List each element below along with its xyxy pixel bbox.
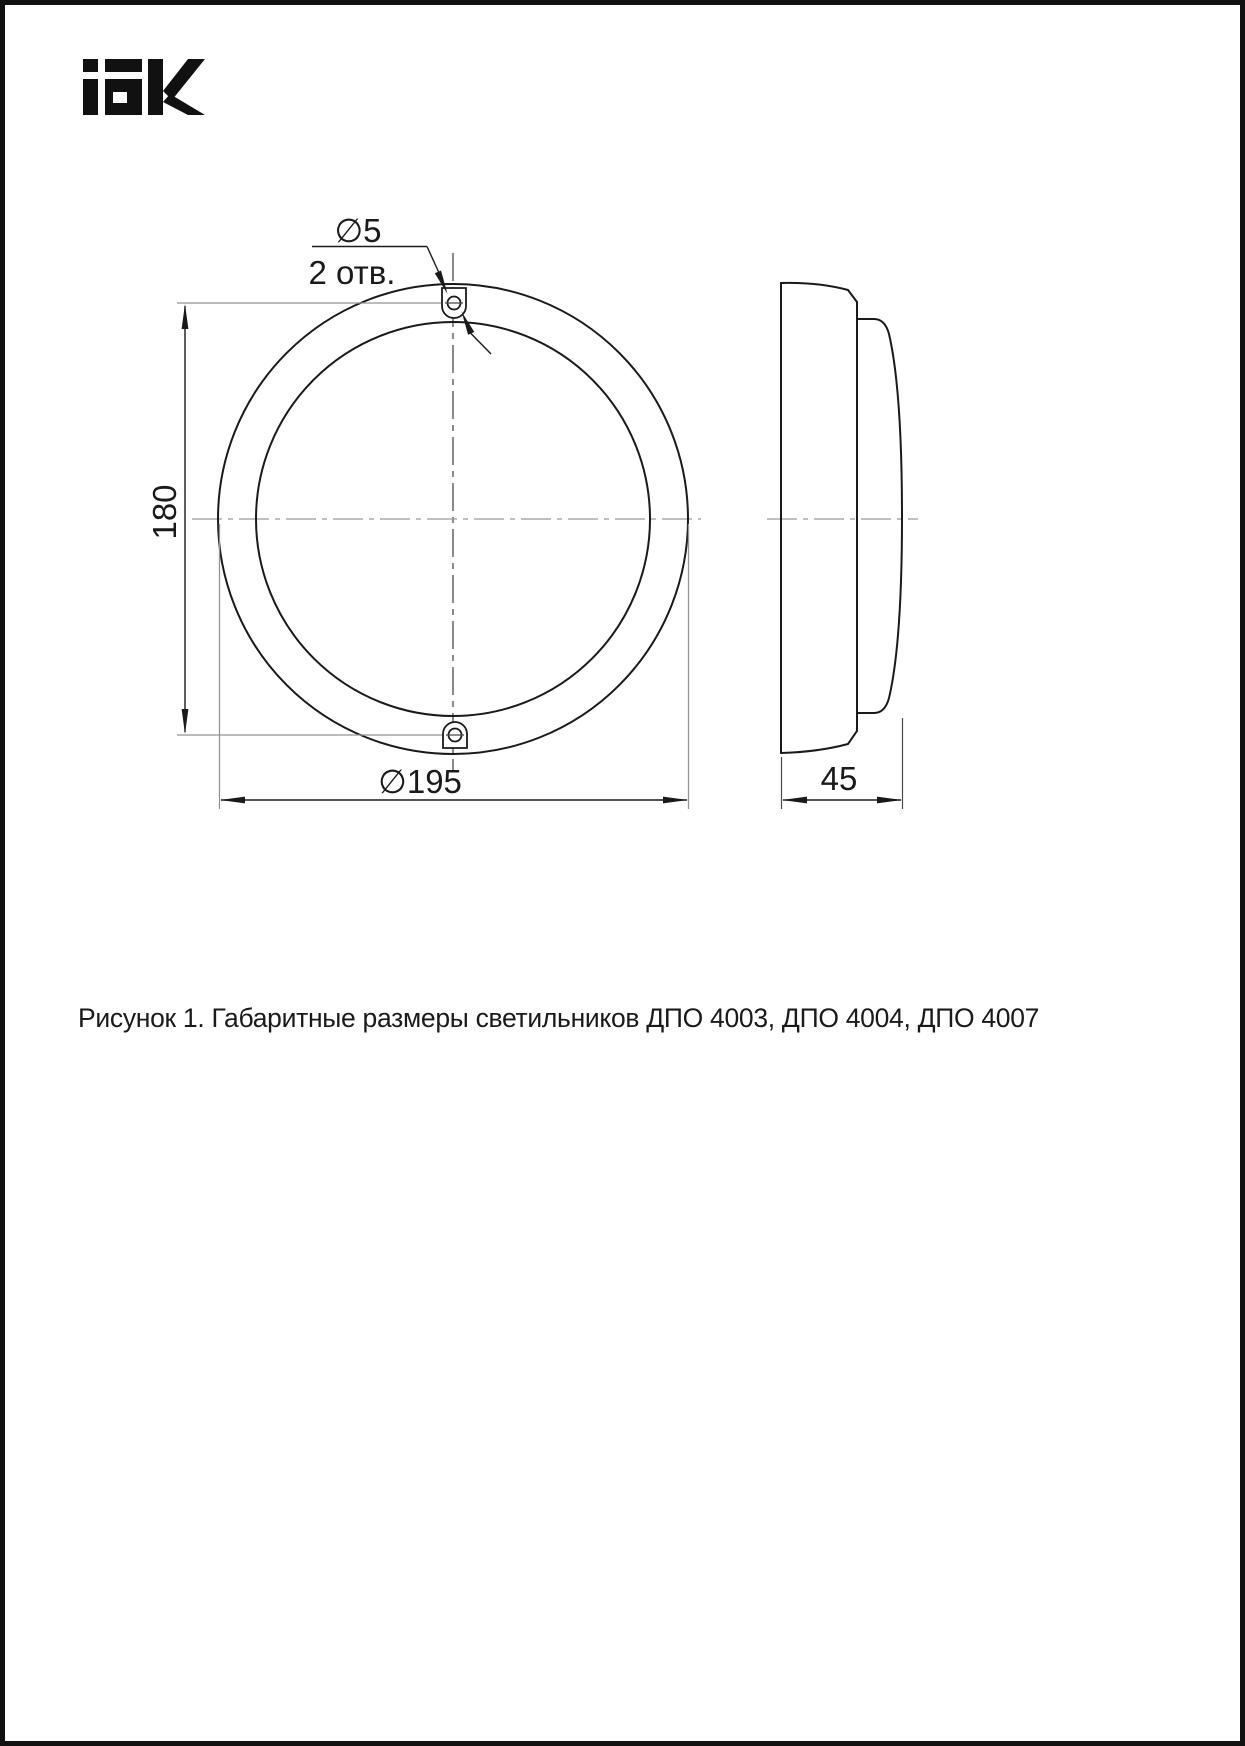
- dimension-195: [220, 524, 689, 809]
- dim-180-label: 180: [146, 484, 183, 540]
- side-view: [767, 283, 918, 753]
- logo-k-lower-arm: [163, 94, 205, 115]
- logo-e-notch: [113, 92, 127, 103]
- logo-e-top-bar: [105, 59, 142, 72]
- dim-45-arrow-left: [782, 797, 807, 804]
- figure-caption: Рисунок 1. Габаритные размеры светильников ДПО 4003, ДПО 4004, ДПО 4007: [78, 1003, 1040, 1033]
- logo-k-stem: [148, 59, 163, 115]
- dim-180-arrow-bottom: [182, 709, 189, 734]
- dim-45-label: 45: [820, 760, 858, 797]
- logo-i-stem: [83, 79, 98, 115]
- hole-callout: [309, 212, 491, 354]
- callout-leader-lower: [470, 333, 491, 355]
- dim-195-arrow-right: [663, 797, 688, 804]
- callout-leader-upper: [427, 247, 440, 276]
- dim-45-arrow-right: [877, 797, 902, 804]
- iek-logo: [83, 59, 205, 115]
- front-view: [192, 253, 701, 770]
- dimension-45: [782, 718, 903, 809]
- hole-count-label: 2 отв.: [308, 254, 396, 291]
- dim-195-arrow-left: [220, 797, 245, 804]
- side-diffuser-profile: [857, 319, 902, 713]
- dim-180-arrow-top: [182, 304, 189, 329]
- logo-i-dot: [83, 59, 98, 72]
- logo-k-upper-arm: [163, 59, 205, 100]
- hole-diameter-label: ∅5: [334, 212, 382, 249]
- page-border: [3, 3, 1243, 1744]
- dim-195-label: ∅195: [378, 763, 462, 800]
- side-base-profile: [781, 283, 857, 753]
